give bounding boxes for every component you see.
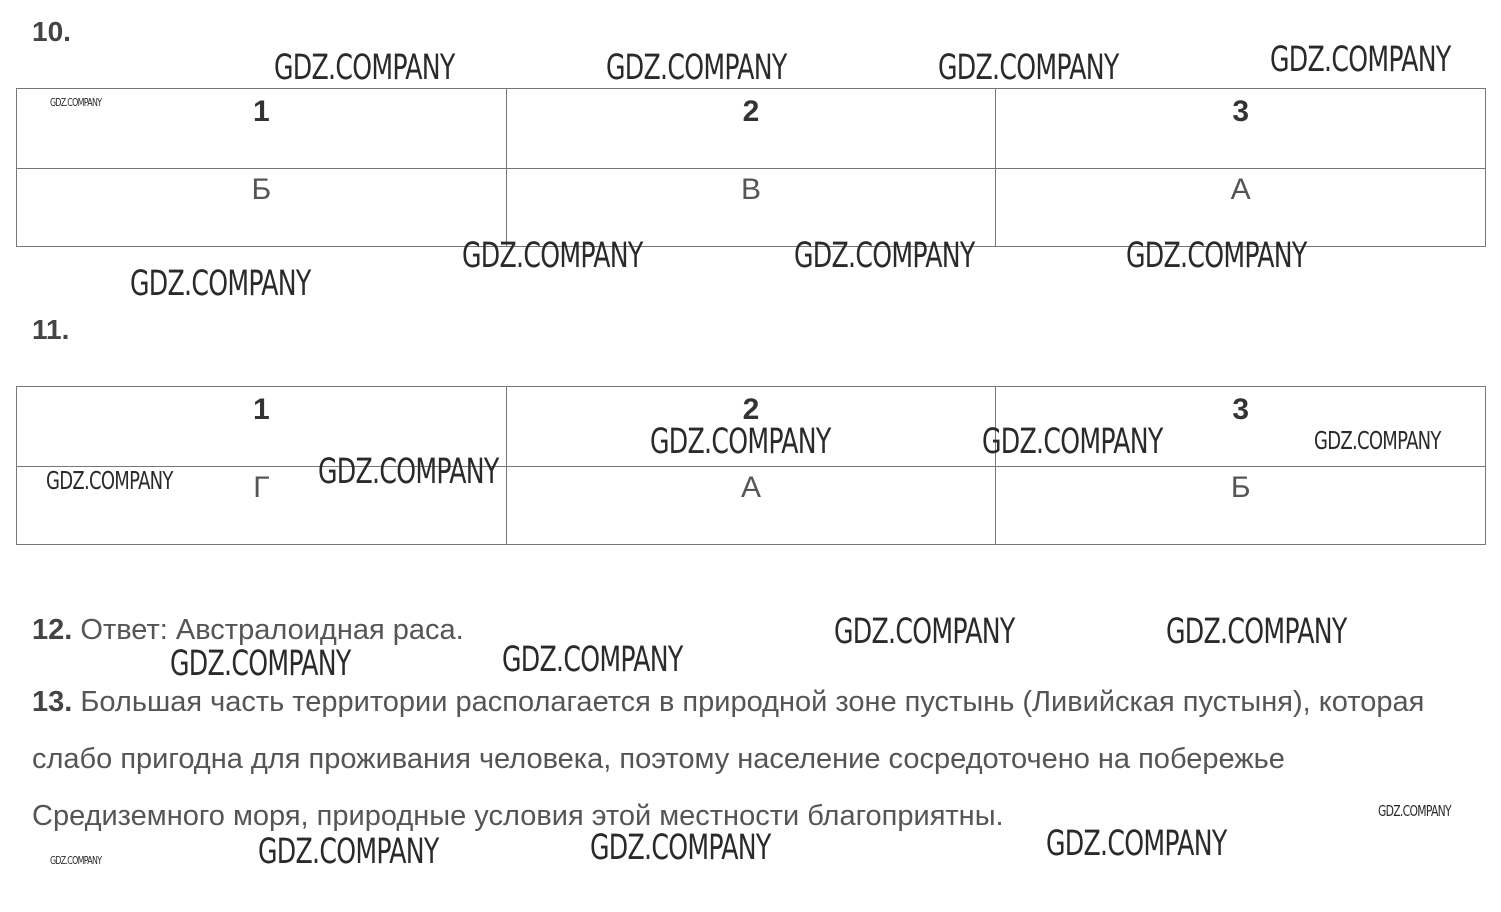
table-row bbox=[17, 467, 1486, 545]
watermark: GDZ.COMPANY bbox=[274, 48, 455, 88]
watermark: GDZ.COMPANY bbox=[170, 644, 351, 684]
watermark: GDZ.COMPANY bbox=[1046, 824, 1227, 864]
watermark: GDZ.COMPANY bbox=[606, 48, 787, 88]
table-cell: Б bbox=[996, 467, 1486, 545]
table-header-cell: 1 bbox=[17, 387, 507, 467]
watermark: GDZ.COMPANY bbox=[1378, 802, 1451, 820]
watermark: GDZ.COMPANY bbox=[1270, 40, 1451, 80]
table-cell: Б bbox=[17, 169, 507, 247]
question-number-11: 11. bbox=[32, 314, 70, 345]
question-number-12: 12. bbox=[32, 614, 73, 646]
table-header-cell: 1 bbox=[17, 89, 507, 169]
question-number-13: 13. bbox=[32, 686, 73, 718]
table-header-cell: 2 bbox=[506, 387, 996, 467]
answer-text-12: Ответ: Австралоидная раса. bbox=[80, 614, 464, 646]
answer-table-11 bbox=[16, 386, 1486, 545]
table-cell: А bbox=[996, 169, 1486, 247]
watermark: GDZ.COMPANY bbox=[1126, 236, 1307, 276]
table-header-cell: 2 bbox=[506, 89, 996, 169]
table-cell: В bbox=[506, 169, 996, 247]
watermark: GDZ.COMPANY bbox=[590, 828, 771, 868]
watermark: GDZ.COMPANY bbox=[502, 640, 683, 680]
table-header-cell: 3 bbox=[996, 387, 1486, 467]
table-header-row bbox=[17, 89, 1486, 169]
table-cell: Г bbox=[17, 467, 507, 545]
watermark: GDZ.COMPANY bbox=[130, 264, 311, 304]
table-row bbox=[17, 169, 1486, 247]
question-number-10: 10. bbox=[32, 16, 71, 47]
watermark: GDZ.COMPANY bbox=[462, 236, 643, 276]
answer-table-10 bbox=[16, 88, 1486, 247]
question-13 bbox=[32, 674, 1472, 845]
watermark: GDZ.COMPANY bbox=[650, 422, 831, 462]
table-cell: А bbox=[506, 467, 996, 545]
watermark: GDZ.COMPANY bbox=[1314, 426, 1441, 455]
watermark: GDZ.COMPANY bbox=[1166, 612, 1347, 652]
watermark: GDZ.COMPANY bbox=[50, 854, 102, 867]
answer-text-13: Большая часть территории располагается в природной зоне пустынь (Ливийская пустыня), которая слабо пригодна для проживания человека, поэтому население сосредоточено на побережье Средиземного моря, природные условия этой местности благоприятны. bbox=[32, 686, 1425, 832]
watermark: GDZ.COMPANY bbox=[938, 48, 1119, 88]
watermark: GDZ.COMPANY bbox=[318, 452, 499, 492]
watermark: GDZ.COMPANY bbox=[50, 96, 102, 109]
watermark: GDZ.COMPANY bbox=[794, 236, 975, 276]
watermark: GDZ.COMPANY bbox=[258, 832, 439, 872]
table-header-cell: 3 bbox=[996, 89, 1486, 169]
watermark: GDZ.COMPANY bbox=[834, 612, 1015, 652]
watermark: GDZ.COMPANY bbox=[46, 466, 173, 495]
watermark: GDZ.COMPANY bbox=[982, 422, 1163, 462]
